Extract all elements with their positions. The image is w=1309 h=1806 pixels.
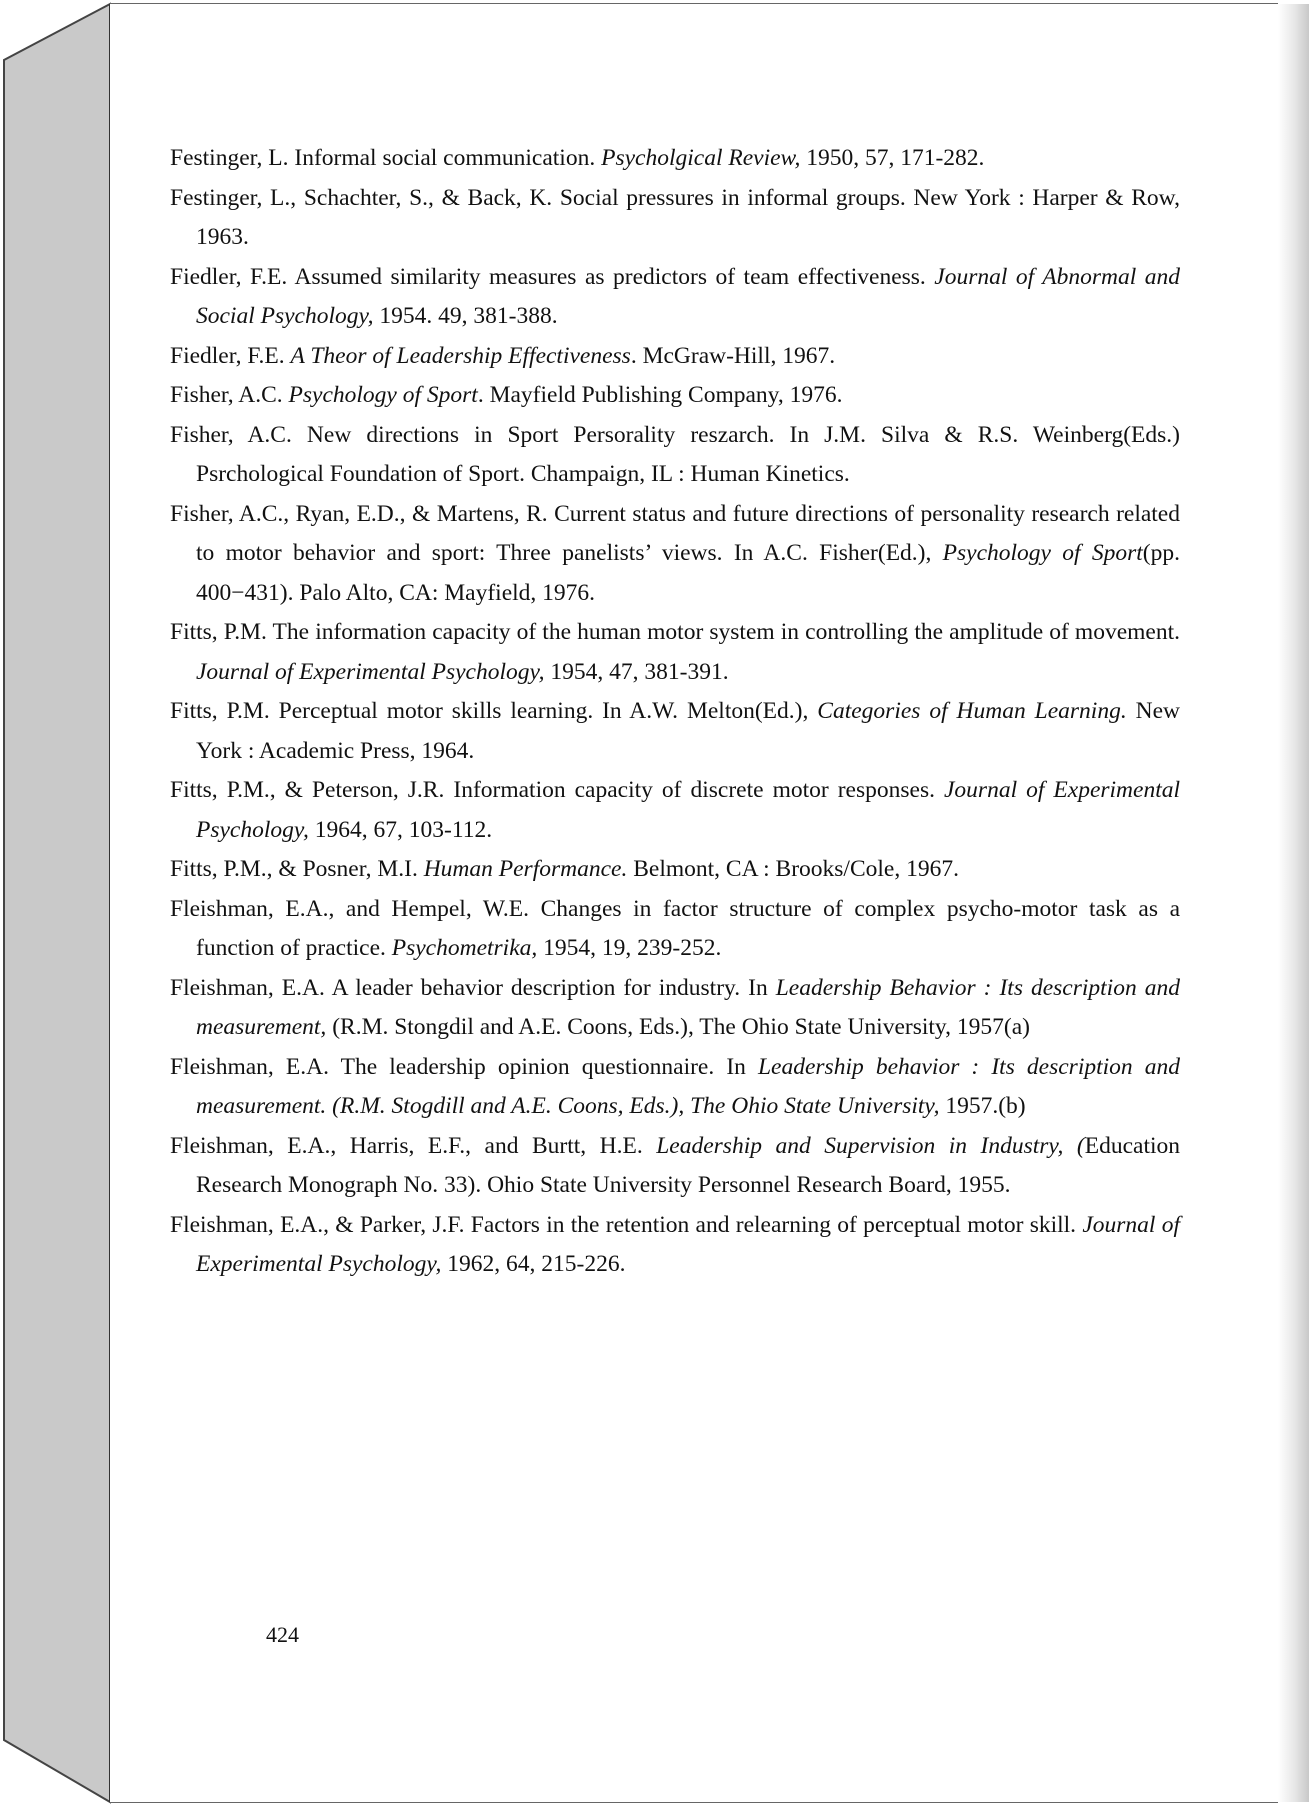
reference-text: 1954, 47, 381-391. bbox=[544, 658, 729, 685]
reference-text: Fiedler, F.E. bbox=[170, 342, 291, 369]
reference-list bbox=[170, 139, 1180, 1285]
reference-text: (R.M. Stongdil and A.E. Coons, Eds.), The Ohio State University, 1957(a) bbox=[326, 1014, 1030, 1040]
reference-text: Fleishman, E.A. The leadership opinion questionnaire. In bbox=[170, 1053, 758, 1080]
reference-text: Fisher, A.C., Ryan, E.D., & Martens, R. Current status and future directions of personality research related to motor behavior and sport: Three panelists’ views. In A.C. Fisher(Ed.), bbox=[170, 500, 1180, 566]
reference-title-italic: Psycholgical Review, bbox=[601, 145, 801, 171]
reference-text: 1950, 57, 171-282. bbox=[800, 145, 985, 171]
reference-title-italic: Human Performance. bbox=[423, 856, 628, 882]
reference-text: (pp. 400−431). Palo Alto, CA: Mayfield, 1976. bbox=[196, 540, 1180, 606]
reference-text: 1957.(b) bbox=[939, 1093, 1026, 1119]
reference-text: . Mayfield Publishing Company, 1976. bbox=[477, 382, 843, 408]
reference-text: Fisher, A.C. New directions in Sport Persorality reszarch. In J.M. Silva & R.S. Weinberg(Eds.) Psrchological Foundation of Sport. Champaign, IL : Human Kinetics. bbox=[170, 421, 1180, 487]
reference-entry bbox=[170, 969, 1180, 1048]
reference-entry bbox=[170, 495, 1180, 614]
reference-title-italic: Journal of Experimental Psychology, bbox=[196, 1211, 1180, 1277]
reference-entry bbox=[170, 1206, 1180, 1285]
reference-text: 1962, 64, 215-226. bbox=[441, 1251, 626, 1277]
reference-entry bbox=[170, 692, 1180, 771]
reference-title-italic: Journal of Abnormal and Social Psychology, bbox=[196, 263, 1180, 329]
reference-title-italic: Leadership behavior : Its description and measurement. (R.M. Stogdill and A.E. Coons, Eds.), The Ohio State University, bbox=[196, 1053, 1180, 1119]
reference-text: Fleishman, E.A., & Parker, J.F. Factors in the retention and relearning of perceptual motor skill. bbox=[170, 1211, 1083, 1238]
reference-title-italic: Journal of Experimental Psychology, bbox=[196, 658, 545, 685]
reference-entry bbox=[170, 258, 1180, 337]
reference-text: Fleishman, E.A., Harris, E.F., and Burtt, H.E. bbox=[170, 1132, 657, 1159]
reference-title-italic: Psychology of Sport bbox=[288, 382, 478, 408]
reference-text: 1954. 49, 381-388. bbox=[373, 303, 558, 329]
reference-text: Belmont, CA : Brooks/Cole, 1967. bbox=[627, 856, 959, 882]
reference-text: Fitts, P.M., & Posner, M.I. bbox=[170, 856, 424, 882]
reference-text: . McGraw-Hill, 1967. bbox=[630, 342, 836, 369]
reference-title-italic: Psychology of Sport bbox=[942, 540, 1143, 566]
reference-title-italic: A Theor of Leadership Effectiveness bbox=[290, 342, 631, 369]
reference-entry bbox=[170, 890, 1180, 969]
reference-text: Fleishman, E.A. A leader behavior description for industry. In bbox=[170, 974, 776, 1001]
reference-text: Fisher, A.C. bbox=[170, 382, 289, 408]
reference-entry bbox=[170, 376, 1180, 416]
reference-entry bbox=[170, 139, 1180, 179]
reference-text: Fitts, P.M. The information capacity of the human motor system in controlling the amplitude of movement. bbox=[170, 619, 1180, 645]
reference-entry bbox=[170, 850, 1180, 890]
reference-text: New York : Academic Press, 1964. bbox=[196, 698, 1181, 764]
reference-text: Education Research Monograph No. 33). Ohio State University Personnel Research Board, 1955. bbox=[196, 1132, 1181, 1198]
reference-entry bbox=[170, 337, 1180, 377]
reference-entry bbox=[170, 179, 1180, 258]
reference-title-italic: Leadership Behavior : Its description and measurement, bbox=[196, 974, 1180, 1040]
page-edge-shadow bbox=[1278, 4, 1309, 1802]
reference-title-italic: Journal of Experimental Psychology, bbox=[196, 777, 1181, 843]
reference-entry bbox=[170, 1127, 1180, 1206]
reference-text: 1954, 19, 239-252. bbox=[537, 935, 722, 961]
reference-entry bbox=[170, 416, 1180, 495]
reference-entry bbox=[170, 771, 1180, 850]
reference-entry bbox=[170, 1048, 1180, 1127]
reference-title-italic: Categories of Human Learning. bbox=[817, 698, 1127, 724]
reference-title-italic: Psychometrika, bbox=[391, 935, 538, 961]
reference-title-italic: Leadership and Supervision in Industry, ( bbox=[656, 1132, 1085, 1159]
page-number: 424 bbox=[266, 1622, 299, 1647]
reference-text: Fleishman, E.A., and Hempel, W.E. Changes in factor structure of complex psycho-motor task as a function of practice. bbox=[170, 895, 1180, 961]
reference-entry bbox=[170, 613, 1180, 692]
reference-text: Festinger, L. Informal social communication. bbox=[170, 145, 602, 171]
reference-text: Fitts, P.M. Perceptual motor skills learning. In A.W. Melton(Ed.), bbox=[170, 698, 818, 724]
reference-text: Fitts, P.M., & Peterson, J.R. Information capacity of discrete motor responses. bbox=[170, 777, 944, 803]
reference-text: 1964, 67, 103-112. bbox=[308, 816, 493, 843]
reference-text: Festinger, L., Schachter, S., & Back, K. Social pressures in informal groups. New York : Harper & Row, 1963. bbox=[170, 184, 1180, 250]
reference-text: Fiedler, F.E. Assumed similarity measures as predictors of team effectiveness. bbox=[170, 263, 935, 290]
